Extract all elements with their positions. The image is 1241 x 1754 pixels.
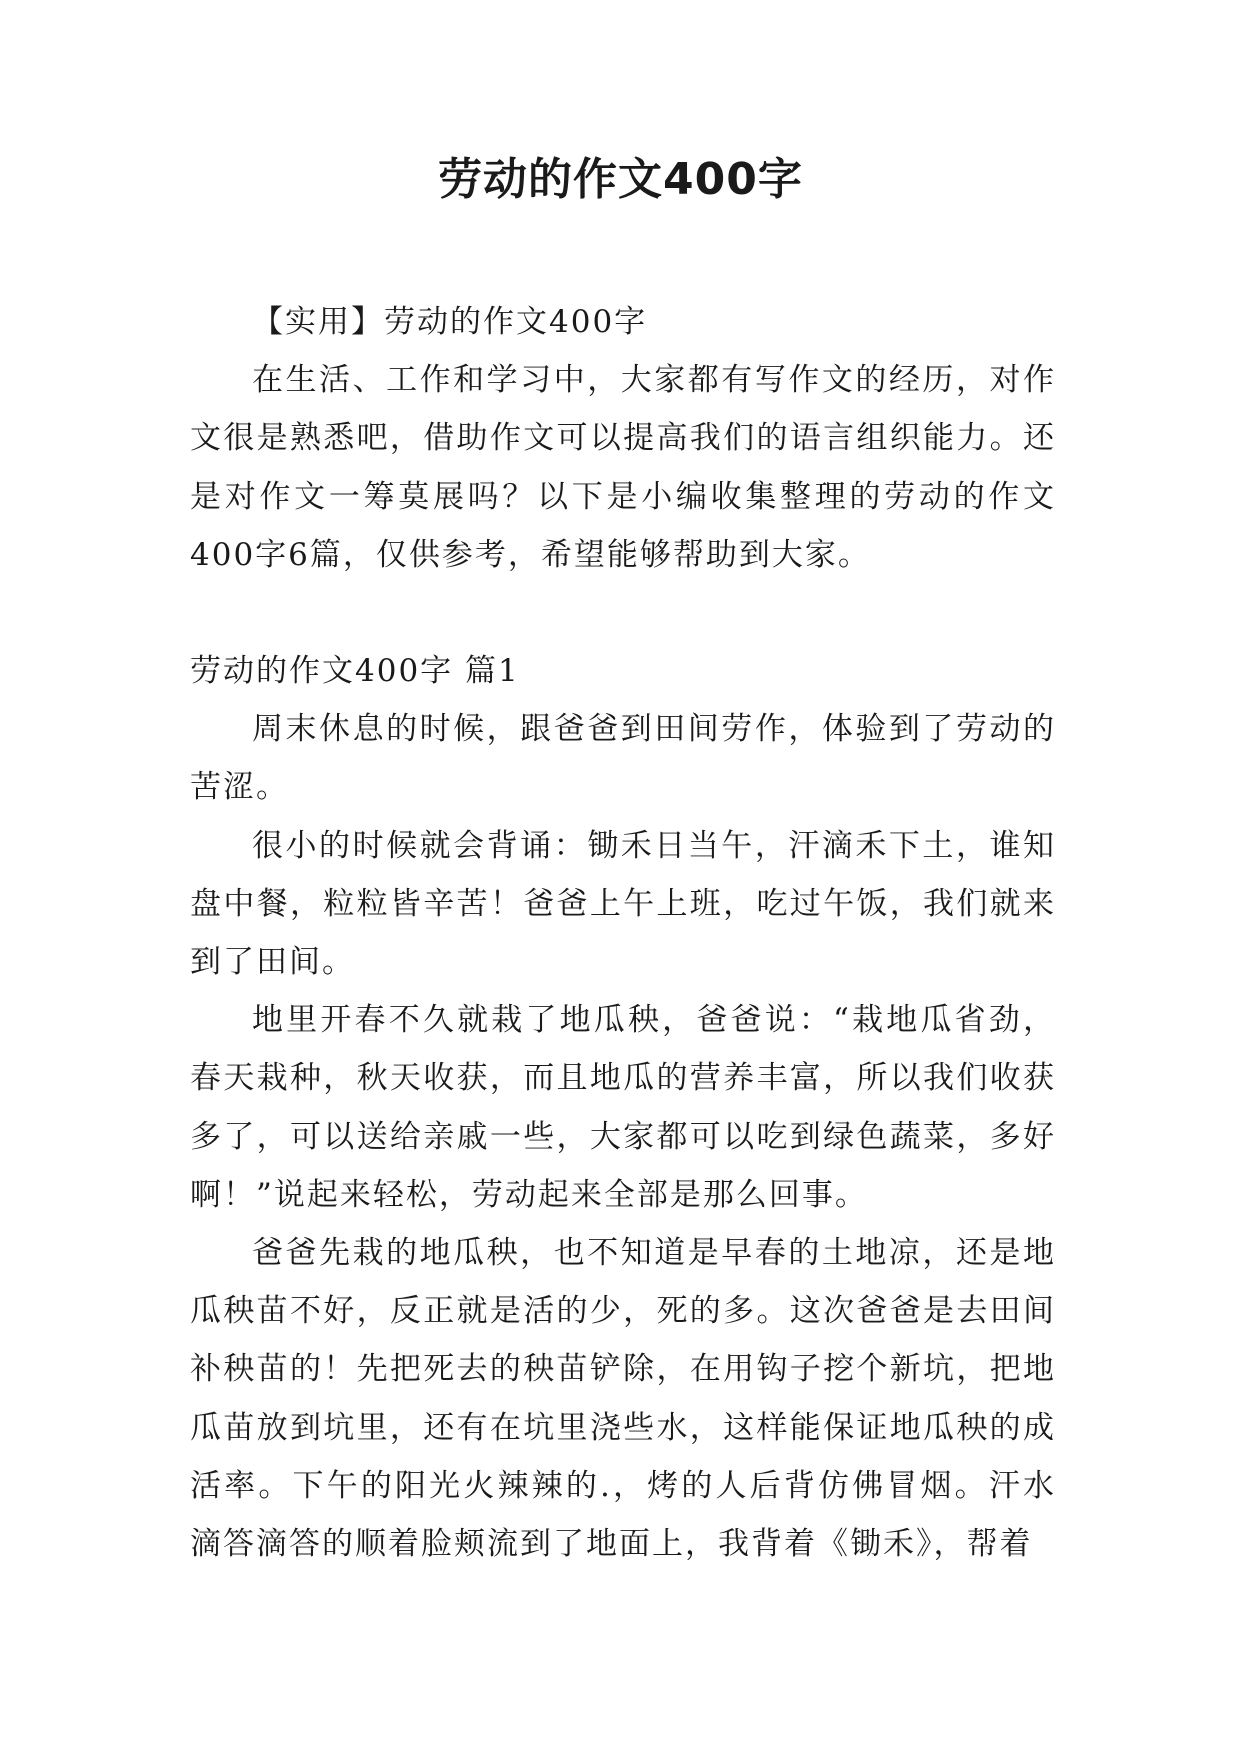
section-paragraph: 爸爸先栽的地瓜秧，也不知道是早春的土地凉，还是地瓜秧苗不好，反正就是活的少，死的多。这次爸爸是去田间补秧苗的！先把死去的秧苗铲除，在用钩子挖个新坑，把地瓜苗放到坑里，还有在坑里浇些水，这样能保证地瓜秧的成活率。下午的阳光火辣辣的.，烤的人后背仿佛冒烟。汗水滴答滴答的顺着脸颊流到了地面上，我背着《锄禾》，帮着: [190, 1235, 1056, 1563]
document-title: 劳动的作文400字: [438, 154, 803, 205]
intro-label-line: 【实用】劳动的作文400字: [252, 304, 648, 340]
section-paragraph: 地里开春不久就栽了地瓜秧，爸爸说：“栽地瓜省劲，春天栽种，秋天收获，而且地瓜的营养丰富，所以我们收获多了，可以送给亲戚一些，大家都可以吃到绿色蔬菜，多好啊！”说起来轻松，劳动起来全部是那么回事。: [190, 1002, 1056, 1213]
section-paragraph: 很小的时候就会背诵：锄禾日当午，汗滴禾下土，谁知盘中餐，粒粒皆辛苦！爸爸上午上班，吃过午饭，我们就来到了田间。: [190, 827, 1056, 981]
section-heading: 劳动的作文400字 篇1: [190, 653, 520, 690]
intro-paragraph: 在生活、工作和学习中，大家都有写作文的经历，对作文很是熟悉吧，借助作文可以提高我们的语言组织能力。还是对作文一筹莫展吗？以下是小编收集整理的劳动的作文400字6篇，仅供参考，希望能够帮助到大家。: [190, 362, 1056, 573]
section-spacer: [190, 584, 1056, 642]
document-body: [190, 293, 1056, 1573]
section-paragraph: 周末休息的时候，跟爸爸到田间劳作，体验到了劳动的苦涩。: [190, 711, 1056, 806]
